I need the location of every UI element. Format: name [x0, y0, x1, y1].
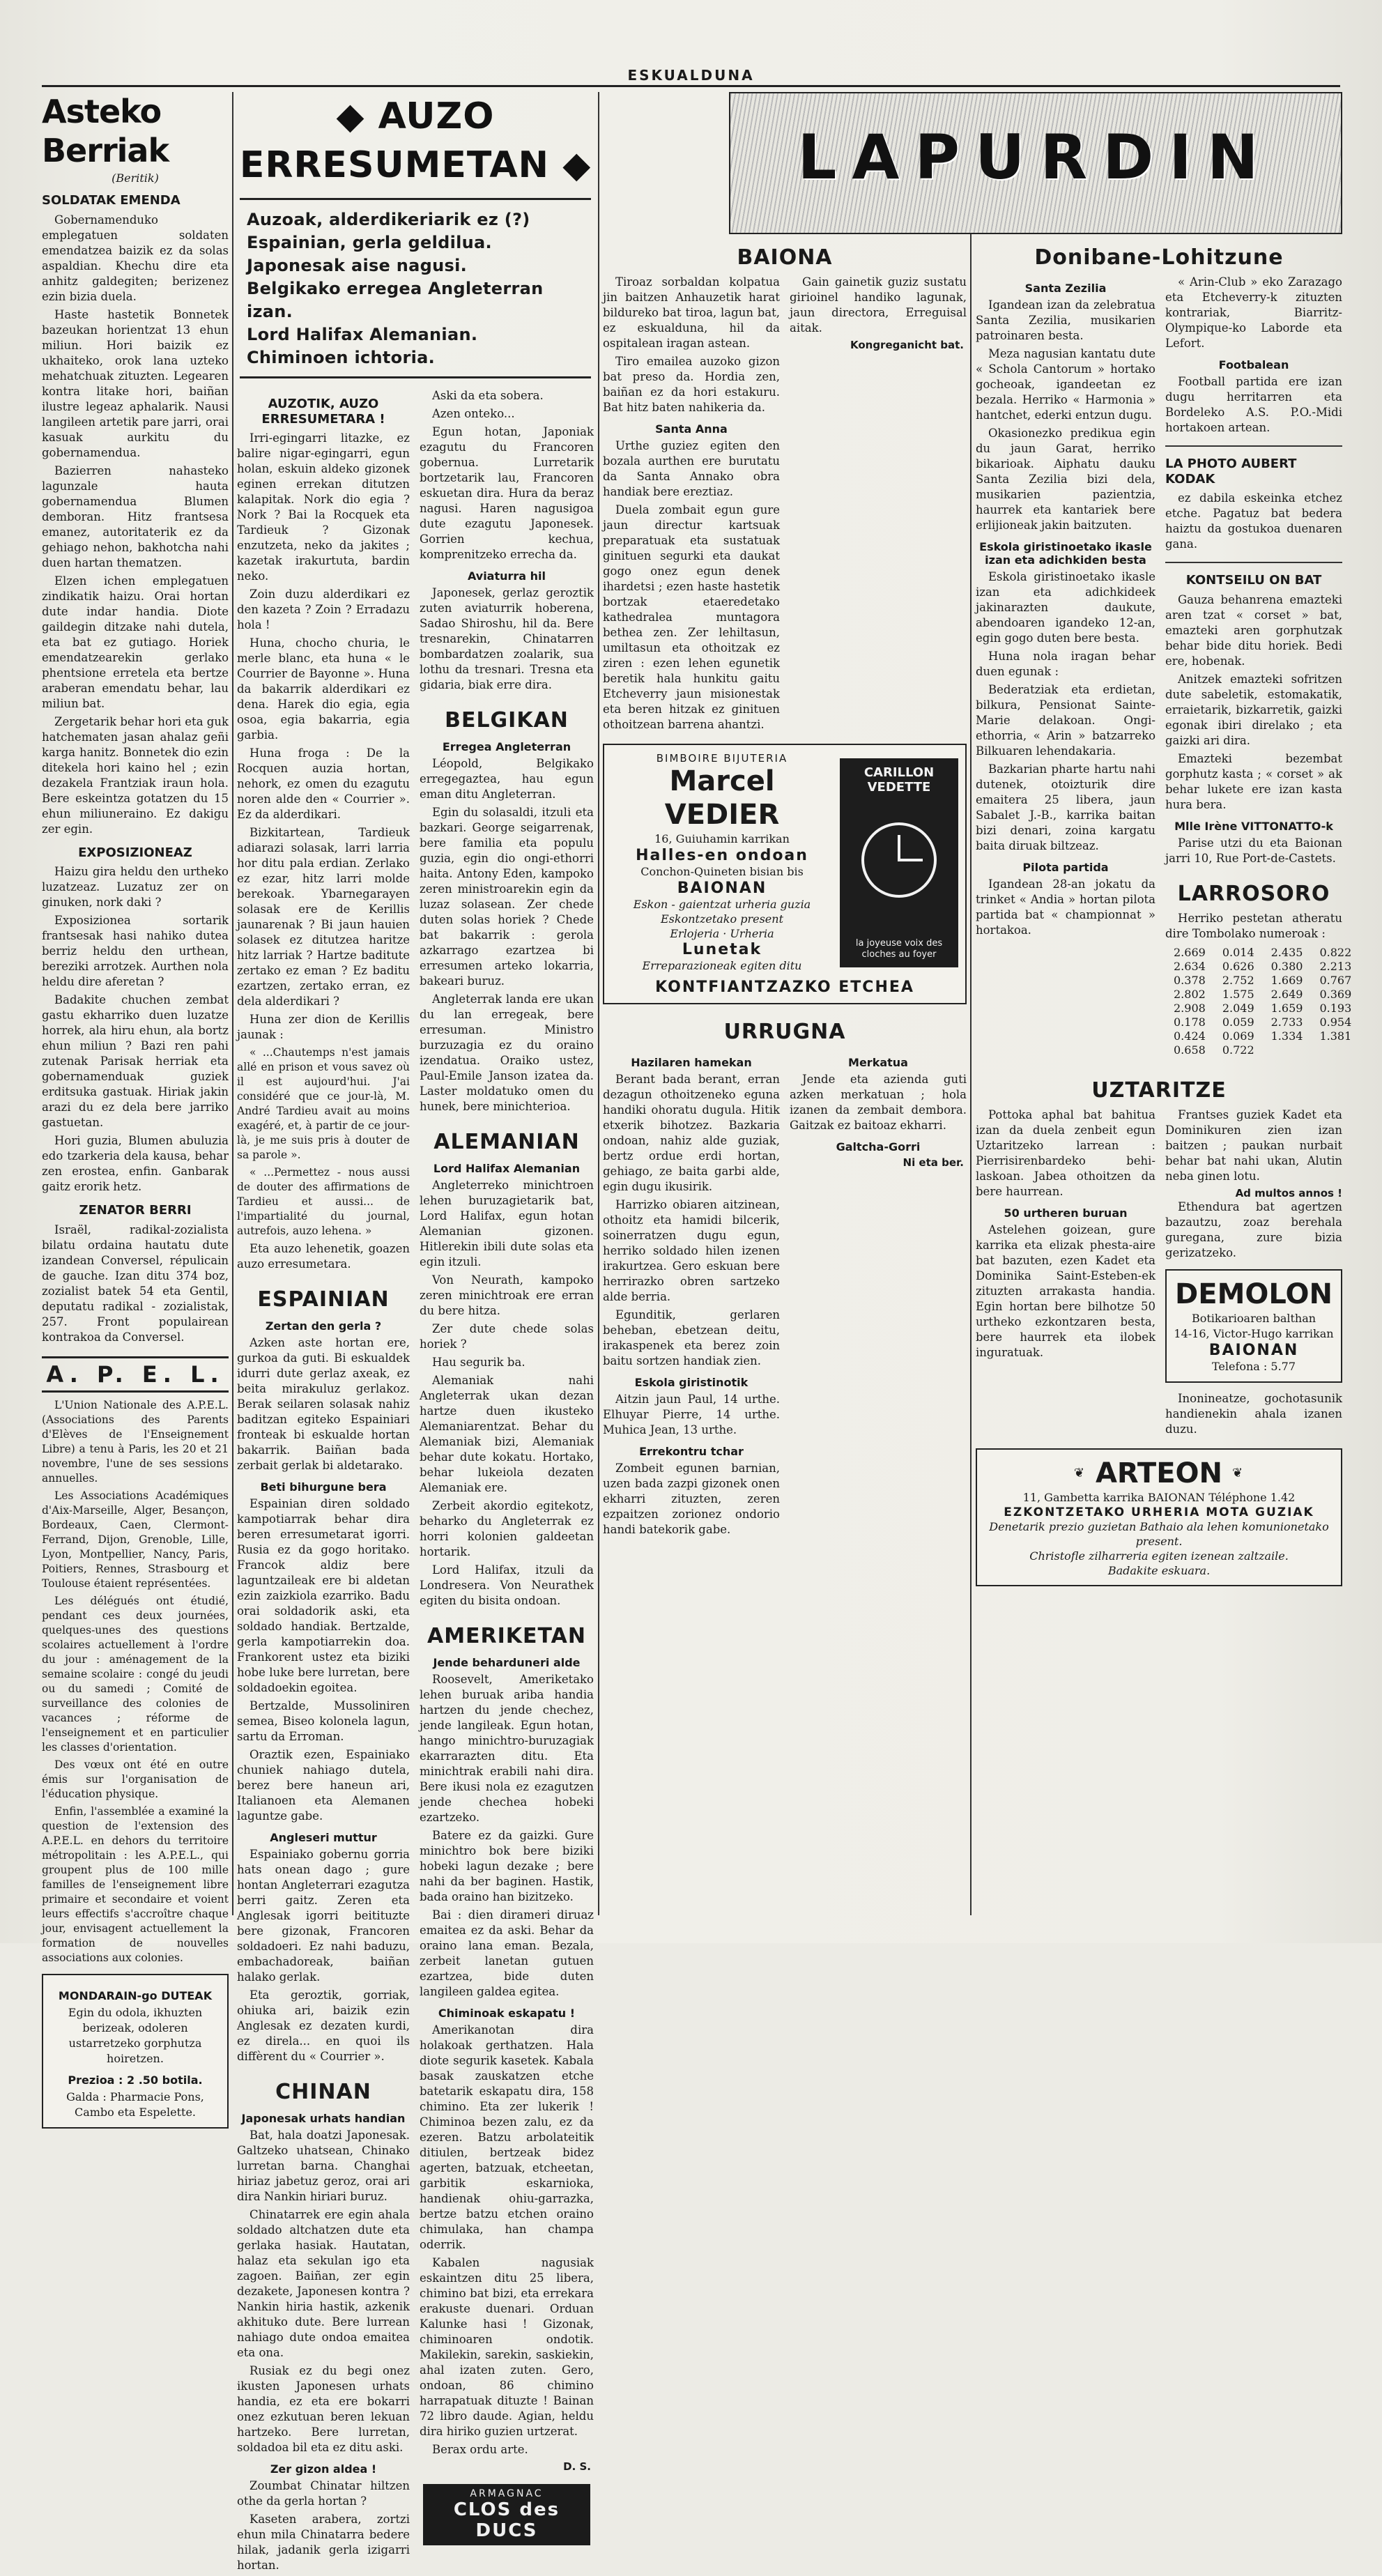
table-row: [1165, 960, 1360, 974]
table-cell: 2.049: [1222, 1001, 1254, 1015]
paragraph: Lord Halifax, itzuli da Londresera. Von Neurathek egiten du bisita ondoan.: [420, 1563, 594, 1607]
section-title: BAIONA: [737, 245, 833, 270]
subhead: Aviaturra hil: [467, 569, 546, 583]
paragraph: Duela zombait egun gure jaun directur kartsuak preparatuak eta sustatuak ginituen segurki eta daukat gogo onez egun denek ihardetsi ; ezen haste hastetik bortzak etaeredetako kathedralea muntagora bethea zen. Zer lehiltasun, umiltasun eta othoitzak ez ziren : ezen lehen egunetik beretik hala hunkitu gaitu Etcheverry jaun misionestak eta beren hitzak ez ginituen othoitzean barrena ahantzi.: [603, 503, 780, 731]
ad-line: EZKONTZETAKO URHERIA MOTA GUZIAK: [1004, 1505, 1314, 1519]
table-cell: [1263, 1043, 1312, 1057]
paragraph: Astelehen goizean, gure karrika eta elizak phesta-aire bat bazuten, ezen Kadet eta Dominika Saint-Esteben-ek zituzten arrakasta handia. Egin hortan bere bilhotze 50 urtheko ezkontzaren besta, bere haurrek eta ilobek inguratuak.: [976, 1222, 1155, 1359]
paragraph: Eta geroztik, gorriak, ohiuka ari, baizik ezin Anglesak ez dezaten kurdi, ez direla... en quoi ils diffèrent du « Courrier ».: [237, 1988, 410, 2064]
table-row: [1165, 988, 1360, 1002]
table-cell: 2.669: [1174, 945, 1206, 959]
table-cell: 0.822: [1319, 945, 1352, 959]
summary-line: Belgikako erregea Angleterran izan.: [247, 279, 544, 321]
subcolumn-right: [420, 388, 594, 2576]
paragraph: Igandean izan da zelebratua Santa Zezilia, musikarien patroinaren besta.: [976, 298, 1155, 342]
paragraph: Chinatarrek ere egin ahala soldado altchatzen dute eta gerlaka hasiak. Hautatan, halaz eta sekulan igo eta zagoen. Baiñan, zer egin dezakete, Japonesen kontra ? Nankin hiria hastik, azkenik akhituko dute. Bere lurrean nahiago dute ondoa emaitea eta ona.: [237, 2208, 410, 2360]
paragraph: Bai : dien dirameri diruaz emaitea ez da aski. Behar da oraino lana eman. Bezala, zerbeit lanetan gutuen ezartzea, bide duten langileen galdea egitea.: [420, 1908, 594, 1998]
section-title: UZTARITZE: [1091, 1078, 1227, 1103]
baiona-subcolumns: [603, 275, 967, 735]
paragraph: Zerbeit akordio egitekotz, beharko du Angleterrak ez horri kolonien galdeetan hortarik.: [420, 1499, 594, 1558]
table-cell: 1.334: [1270, 1029, 1303, 1043]
divider: [1165, 562, 1342, 563]
paragraph: Azken aste hortan ere, gurkoa da guti. Bi eskualdek idurri dute gerlaz axeak, ez beita mirakuluz gerlakoz. Berak seilaren solasak nahiz baditzan egiteko Espainiari fronteak bi eskualde hortan bakarrik. Baiñan bada zerbait gerlak bi aldetarako.: [237, 1336, 410, 1473]
paragraph: Eskola giristinoetako ikasle izan eta adichkideek jakinarazten daukute, abendoaren igandeko 12-an, egin gogo duten bere besta.: [976, 570, 1155, 645]
table-cell: 0.722: [1222, 1043, 1254, 1057]
subhead: Galtcha-Gorri: [836, 1140, 921, 1153]
section-title: SOLDATAK EMENDA: [42, 193, 181, 208]
subhead: Angleseri muttur: [270, 1831, 377, 1845]
section-title: LA PHOTO AUBERT KODAK: [1165, 457, 1297, 486]
subhead: Beti bihurgune bera: [260, 1480, 387, 1494]
paragraph: Azen onteko...: [432, 407, 515, 420]
summary-line: Chiminoen ichtoria.: [247, 348, 436, 367]
paragraph: Emazteki bezembat gorphutz kasta ; « corset » ak behar lukete ere izan kasta hura bera.: [1165, 751, 1342, 811]
table-cell: 0.369: [1319, 987, 1352, 1001]
diamond-icon: ◆: [336, 95, 365, 137]
section-title: EXPOSIZIONEAZ: [78, 845, 192, 860]
subhead: Merkatua: [848, 1056, 908, 1069]
table-cell: 0.767: [1319, 973, 1352, 987]
table-cell: 0.626: [1222, 959, 1254, 973]
paragraph: Huna nola iragan behar duen egunak :: [976, 650, 1155, 678]
table-cell: 2.908: [1174, 1001, 1206, 1015]
subhead: Errekontru tchar: [639, 1445, 744, 1458]
paragraph: Hau segurik ba.: [432, 1356, 525, 1369]
ad-line: Eskon - gaientzat urheria guzia: [633, 898, 811, 911]
subcolumn: [603, 1049, 780, 1540]
paragraph: Huna zer dion de Kerillis jaunak :: [237, 1013, 410, 1042]
table-cell: 2.213: [1319, 959, 1352, 973]
ad-line: 16, Guiuhamin karrikan: [654, 832, 790, 845]
paragraph: Haizu gira heldu den urtheko luzatzeaz. Luzatuz zer on ginuken, nork daki ?: [42, 865, 229, 910]
section-title: CHINAN: [275, 2080, 371, 2105]
section-title: ALEMANIAN: [433, 1130, 580, 1154]
table-cell: 2.802: [1174, 987, 1206, 1001]
subhead: Footbalean: [1218, 358, 1289, 371]
paragraph: Exposizionea sortarik frantsesak hasi nahiko dutea berriz heldu den urthean, bereziki arrotzek. Aurthen nola heldu dire aferetan ?: [42, 914, 229, 989]
table-cell: 0.178: [1174, 1015, 1206, 1029]
paragraph: Okasionezko predikua egin du jaun Garat, herriko bikarioak. Aiphatu dauku Santa Zezilia bizi dela, musikarien pazientzia, haurrek eta kantariek bere erlijioneak jakin baitzuten.: [976, 427, 1155, 532]
paragraph: Oraztik ezen, Espainiako chuniek nahiago dutela, berez bere haneun ari, Italianoen eta Alemanen laguntze gabe.: [237, 1748, 410, 1823]
paragraph: Gain gainetik guziz sustatu girioinel handiko lagunak, jaun directora, Erreguisal aitak.: [790, 275, 967, 335]
paragraph: Eta auzo lehenetik, goazen auzo erresumetara.: [237, 1242, 410, 1271]
banner-asteko-berriak: Asteko Berriak: [42, 93, 169, 169]
ad-armagnac: [423, 2484, 590, 2545]
ad-line: 14-16, Victor-Hugo karrikan: [1174, 1326, 1334, 1340]
two-subcolumns: [237, 388, 594, 2576]
ad-name: ARTEON: [1095, 1457, 1223, 1489]
paragraph: Tiro emailea auzoko gizon bat preso da. Hordia zen, baiñan ez da hori estakuru. Bat hitz baten nahikeria da.: [603, 355, 780, 414]
banner-auzo-erresumetan: [237, 92, 594, 190]
paragraph: Les Associations Académiques d'Aix-Marseille, Alger, Besançon, Bordeaux, Caen, Clermont-Ferrand, Dijon, Grenoble, Lille, Lyon, Montpellier, Nancy, Paris, Poitiers, Rennes, Strasbourg et Toulouse étaient représentées.: [42, 1489, 229, 1590]
subhead: Eskola giristinoetako ikasle izan eta adichkiden besta: [979, 540, 1152, 567]
subhead: Pilota partida: [1022, 861, 1109, 874]
table-cell: 2.733: [1270, 1015, 1303, 1029]
subcolumn: [1165, 1107, 1342, 1440]
table-row: [1165, 1029, 1360, 1043]
paragraph: Gobernamenduko emplegatuen soldaten emendatzea baizik ez da solas aspaldian. Khechu dire eta anhitz galdegiten; berizenez ezin bizia duela.: [42, 213, 229, 303]
column-rule: [232, 92, 233, 1915]
paragraph: « Arin-Club » eko Zarazago eta Etcheverry-k zituzten kontrariak, Biarritz-Olympique-ko Laborde eta Lefort.: [1165, 275, 1342, 350]
table-row: [1165, 1015, 1360, 1029]
signature: Ni eta ber.: [903, 1156, 964, 1169]
column-rule: [598, 92, 599, 1915]
paragraph: Egin du solasaldi, itzuli eta bazkari. George seigarrenak, bere familia eta populu guzia, egin dio ongi-ethorri haita. Antony Eden, kampoko zeren ministroarekin egin da luzaz solasean. Zer chede duten solas horiek ? Chede bat bakarrik : gerola azkarrago ezartzea bi erresumen arteko lokarria, bakeari buruz.: [420, 806, 594, 988]
paragraph: Zombeit egunen barnian, uzen bada zazpi gizonek onen ekharri zituzten, zeren ezpaitzen zorionez ondorio handi batekorik gabe.: [603, 1462, 780, 1536]
table-row: [1165, 974, 1360, 988]
ad-arteon: [976, 1448, 1342, 1586]
clock-hand: [899, 859, 923, 861]
clock-caption: la joyeuse voix des cloches au foyer: [855, 937, 943, 960]
table-cell: 1.669: [1270, 973, 1303, 987]
subcolumn: [1165, 275, 1352, 1063]
numbers-body: [1165, 946, 1360, 1057]
summary-line: Auzoak, alderdikeriarik ez (?): [247, 210, 530, 229]
paragraph: Haste hastetik Bonnetek bazeukan horientzat 13 ehun miliun. Hori baizik ez ukhaiteko, orok lana uzteko mehatchuak zituzten. Legearen kontra litake hori, baiñan ilustre legeaz aphalarik. Nausi langileen artetik pare jarri, orai kasuak aurkitu du gobernamendua.: [42, 307, 229, 459]
paragraph: Angleterrak landa ere ukan du lan erregeak, bere erresuman. Ministro burzuzagia ez du oraino izendatua. Oraiko ustez, Paul-Emile Janson izatea da. Laster moldatuko omen du hunek, bere minichterioa.: [420, 992, 594, 1113]
ad-line: 11, Gambetta karrika BAIONAN Téléphone 1.42: [1022, 1490, 1296, 1504]
section-title: A. P. E. L.: [42, 1356, 229, 1393]
paragraph: Angleterreko minichtroen lehen buruzagietarik bat, Lord Halifax, egun hotan Alemanian gizonen. Hitlerekin ibili dute solas eta egin itzuli.: [420, 1179, 594, 1268]
ad-city: BAIONAN: [677, 880, 767, 897]
paragraph: Kabalen nagusiak eskaintzen ditu 25 libera, chimino bat bizi, eta errekara erakuste duenari. Orduan Kalunke hasi ! Gizonak, chiminoaren ondotik. Makilekin, sarekin, saskiekin, ahal izaten zuten. Gero, ondoan, 86 chimino harrapatuak dituzte ! Bainan 72 libro daude. Agian, heldu dira hiriko guzien urtzerat.: [420, 2256, 594, 2438]
section-title: AUZOTIK, AUZO ERRESUMETARA !: [261, 397, 385, 427]
ad-where: Cambo eta Espelette.: [74, 2105, 197, 2119]
paragraph: Badakite chuchen zembat gastu ekharriko duen luzatze horrek, ala hiru ehun, ala bortz ehun miliun ? Bazi ren pahi zutenak Parisak herriak eta gobernamenduak guziek erditsuka gastuak. Hiriak jakin arazi du ez dela bere jarriko gastuetan.: [42, 993, 229, 1130]
table-row: [1165, 1002, 1360, 1015]
subcolumn-left: [237, 388, 410, 2576]
paragraph: Bazkarian pharte hartu nahi dutenek, otoizturik dire emaitera 25 libera, jaun Sabalet J.-B., karrika baitan bizi denari, zoina kargatu baita diruak biltzeaz.: [976, 762, 1155, 852]
paragraph: Herriko pestetan atheratu dire Tombolako numeroak :: [1165, 911, 1342, 940]
section-title: Donibane-Lohitzune: [1034, 245, 1284, 270]
summary-line: Japonesak aise nagusi.: [247, 256, 468, 275]
paragraph: Bederatziak eta erdietan, bilkura, Pensionat Sainte-Marie delakoan. Ongi-ethorria, « Arin » batzarreko Bilkuaren lehendakaria.: [976, 683, 1155, 758]
ad-row: [611, 752, 958, 973]
paragraph: Egunditik, gerlaren beheban, ebetzean deitu, irakaspenek eta berez zoin baitu sortzen handiak zien.: [603, 1308, 780, 1367]
section-title: BELGIKAN: [445, 708, 569, 733]
summary-box: [240, 198, 591, 378]
table-cell: 0.069: [1222, 1029, 1254, 1043]
subhead: Japonesak urhats handian: [241, 2112, 406, 2126]
subhead: Zertan den gerla ?: [265, 1319, 382, 1333]
section-exposizioneaz: [42, 845, 229, 1195]
paragraph: Bertzalde, Mussoliniren semea, Biseo kolonela lagun, sartu da Erroman.: [237, 1699, 410, 1744]
subhead: Hazilaren hamekan: [631, 1056, 752, 1069]
clock-hand: [898, 835, 900, 861]
ad-line: Halles-en ondoan: [636, 847, 808, 864]
paragraph: ez dabila eskeinka etchez etche. Pagatuz bat bedera haiztu da gostukoa duenaren gana.: [1165, 491, 1342, 551]
section-title: ZENATOR BERRI: [79, 1203, 192, 1218]
table-cell: 2.634: [1174, 959, 1206, 973]
subcolumn: [603, 275, 780, 735]
paragraph: Berant bada berant, erran dezagun othoitzeneko eguna handiki ohoratu dugula. Hitik etxerik bihotzez. Bazkaria ondoan, nahiz alde guziak, bertz ordue erdi hortan, gehiago, ze baita garbi alde, egin dugu ikusirik.: [603, 1073, 780, 1193]
table-cell: 1.659: [1270, 1001, 1303, 1015]
paragraph: Israël, radikal-zozialista bilatu ordaina hautatu dute izandean Conversel, répulicain de gauche. Izan ditu 374 boz, zozialist batek 54 eta Gentil, deputatu radikal - zozialistak, 257. Front populairean kontrakoa da Conversel.: [42, 1222, 229, 1344]
subhead: Santa Anna: [655, 422, 728, 436]
subhead: Lord Halifax Alemanian: [433, 1162, 581, 1175]
ornament-icon: ❦: [1232, 1466, 1245, 1481]
ad-line: Denetarik prezio guzietan Bathaio ala lehen komunionetako present.: [989, 1519, 1329, 1548]
byline: (Beritik): [112, 171, 159, 185]
subhead: Eskola giristinotik: [634, 1376, 748, 1389]
paragraph: Roosevelt, Ameriketako lehen buruak ariba handia hartzen du jende chechez, jende langileak. Egun hotan, hango minichtro-buruzagiak ekarrarazten ditu. Eta minichtrak erabili nahi dira. Bere ikusi nola ez ezagutzen jende chechea hobeki ezartzeko.: [420, 1673, 594, 1824]
quote: « ...Chautemps n'est jamais allé en prison et vous savez où il est aujourd'hui. J'ai considéré que ce jour-là, M. André Tardieu avait au moins exagéré, et, à partir de ce jour-là, je me suis pris à douter de sa parole ».: [237, 1046, 410, 1162]
lapurdin-title: LAPURDIN: [797, 121, 1274, 193]
table-cell: 0.380: [1270, 959, 1303, 973]
subhead: Zer gizon aldea !: [270, 2462, 377, 2476]
ad-line: Badakite eskuara.: [1107, 1563, 1211, 1577]
subhead: Mlle Irène VITTONATTO-k: [1174, 819, 1333, 833]
paragraph: Bizkitartean, Tardieuk adiarazi solasak, larri larria hor ditu pala erdian. Zerlako ez ezar, hitz larri molde berekoak. Ybarnegarayen solasak ere de Kerillis jaunarenak ? Bi jaun hauien solasek ez ditutzea haritze hitz larriak ? Hartze baditute zertako ez eman ? Ez baditu ezartzen, zertako erran, ez dela alderdikari ?: [237, 826, 410, 1009]
banner-title: AUZO ERRESUMETAN: [239, 95, 550, 186]
paragraph: Aski da eta sobera.: [432, 389, 544, 402]
ad-where: Galda : Pharmacie Pons,: [66, 2090, 204, 2103]
section-title: KONTSEILU ON BAT: [1185, 573, 1322, 588]
table-cell: 0.954: [1319, 1015, 1352, 1029]
paragraph: Léopold, Belgikako erregegaztea, hau egun eman ditu Angleterran.: [420, 757, 594, 801]
table-cell: 1.381: [1319, 1029, 1352, 1043]
paragraph: Des vœux ont été en outre émis sur l'organisation de l'éducation physique.: [42, 1758, 229, 1800]
ad-line: Lunetak: [682, 941, 762, 958]
signature: D. S.: [563, 2460, 591, 2473]
summary-line: Espainian, gerla geldilua.: [247, 233, 492, 252]
ad-line: Botikarioaren balthan: [1191, 1311, 1316, 1325]
ad-demolon: [1165, 1269, 1342, 1383]
paragraph: Batere ez da gaizki. Gure minichtro bok bere biziki hobeki lagun dezake ; bere nahi da ber baginen. Hastik, bada oraino han bizitzeko.: [420, 1829, 594, 1903]
paragraph: Aitzin jaun Paul, 14 urthe. Elhuyar Pierre, 14 urthe. Muhica Jean, 13 urthe.: [603, 1393, 780, 1436]
top-rule: [42, 85, 1340, 87]
paragraph: Egun hotan, Japoniak ezagutu du Francoren gobernua. Lurretarik bortzetarik lau, Francoren eskuetan dira. Hura da beraz nagusi. Haren nagusigoa dute ezagutu Japonesek. Gorrien kechua, komprenitzeko errecha da.: [420, 425, 594, 561]
section-title: AMERIKETAN: [427, 1624, 587, 1648]
paragraph: Gauza behanrena emazteki aren tzat « corset » bat, emazteki aren gorphutzak behar bide ditu horiek. Bedi ere, hobenak.: [1165, 592, 1342, 668]
paragraph: Tiroaz sorbaldan kolpatua jin baitzen Anhauzetik harat bildureko bat tiroa, lagun bat, ez eskualduna, hil da ospitalean iragan astean.: [603, 275, 780, 350]
table-cell: 1.575: [1222, 987, 1254, 1001]
summary-line: Lord Halifax Alemanian.: [247, 325, 478, 344]
ad-line: Conchon-Quineten bisian bis: [640, 865, 804, 878]
section-title: ESPAINIAN: [257, 1287, 390, 1312]
table-cell: 0.658: [1174, 1043, 1206, 1057]
table-row: [1165, 946, 1360, 960]
clock-illustration: [840, 758, 958, 967]
paragraph: Japonesek, gerlaz geroztik zuten aviaturrik hoberena, Sadao Shiroshu, hil da. Bere tresnarekin, Chinatarren bombardatzen zoalarik, sua lothu da tresnari. Tresna eta gidaria, biak erre dira.: [420, 586, 594, 691]
subcolumn: [976, 1107, 1155, 1440]
subhead: 50 urtheren buruan: [1004, 1206, 1128, 1220]
ad-line: Eskontzetako present: [660, 912, 783, 926]
paragraph: Huna, chocho churia, le merle blanc, eta huna « le Courrier de Bayonne ». Huna da bakarrik alderdikari ez dena. Harek dio egia, egia osoa, egia bakarria, egia garbia.: [237, 636, 410, 742]
section-title: URRUGNA: [723, 1020, 846, 1044]
table-row: [1165, 1043, 1360, 1057]
ornament-icon: ❦: [1073, 1466, 1086, 1481]
paragraph: Football partida ere izan dugu herritarren eta Bordeleko A.S. P.O.-Midi hortakoen artean.: [1165, 375, 1342, 434]
subcolumn: [790, 1049, 967, 1540]
running-head: ESKUALDUNA: [627, 67, 755, 84]
subhead: Chiminoak eskapatu !: [438, 2007, 576, 2020]
donibane-subcolumns: [976, 275, 1352, 1063]
subhead: Jende beharduneri alde: [433, 1656, 581, 1669]
table-cell: 2.752: [1222, 973, 1254, 987]
table-cell: 2.435: [1270, 945, 1303, 959]
diamond-icon: ◆: [562, 144, 592, 186]
paragraph: Alemaniak nahi Angleterrak ukan dezan hartze duen ikusteko Alemaniarentzat. Behar du Alemaniak bizi, Alemaniak behar dute kokatu. Hortako, behar lukeiola dezaten Alemaniak ere.: [420, 1374, 594, 1494]
paragraph: Bat, hala doatzi Japonesak. Galtzeko uhatsean, Chinako lurretan barna. Changhai hiriaz jabetuz geroz, orai ari dira Nankin hiriari buruz.: [237, 2129, 410, 2204]
ad-line: Telefona : 5.77: [1211, 1359, 1296, 1373]
paragraph: Hori guzia, Blumen abuluzia edo tzarkeria dela kausa, behar zen erostea, enfin. Ganbarak gaitz erorik hetz.: [42, 1134, 229, 1194]
ad-line: Christofle zilharreria egiten izenean zaltzaile.: [1029, 1549, 1289, 1563]
ad-left: [611, 752, 833, 973]
paragraph: Zoumbat Chinatar hiltzen othe da gerla hortan ?: [237, 2479, 410, 2508]
lapurdin-masthead-illustration: [729, 92, 1342, 234]
paragraph: Zergetarik behar hori eta guk hatchematen jasan ahalaz geñi karga hanitz. Bonnetek dio ezin ditekela hori kaino hel ; ezin dezakela Frantziak iraun hola. Bere eskeintza gotatzen du 15 ehun miliuneraino. Ez dakigu zer egin.: [42, 714, 229, 836]
clock-icon: [861, 822, 937, 898]
paragraph: Igandean 28-an jokatu da trinket « Andia » hortan pilota partida bat « championnat » hortakoa.: [976, 877, 1155, 937]
tombola-numbers-table: [1165, 946, 1360, 1057]
quote: « ...Permettez - nous aussi de douter des affirmations de Tardieu et aussi... de l'impartialité du journal, autrefois, auzo lehena. »: [237, 1166, 410, 1238]
paragraph: Bazierren nahasteko lagunzale hauta gobernamendua Blumen demboran. Hitz frantsesa emanez, autoritaterik ez da gehiago nehon, bakhotcha nahi duen hartan thematzen.: [42, 463, 229, 569]
paragraph: Jende eta azienda guti azken merkatuan ; hola izanen da zembait dembora. Gaitzak ez baitoaz ekharri.: [790, 1073, 967, 1132]
paragraph: Espainian diren soldado kampotiarrak behar dira beren erresumetarat igorri. Rusia ez da gogo horitako. Francok aldiz bere laguntzaileak ere bi aldetan ezin zaizkiola ezarriko. Badu orai soldadorik aski, eta soldado handiak. Bertzalde, gerla kampotiarrekin doa. Frankorent ustez eta biziki hobe luke bere lurretan, bere soldadoekin egoitea.: [237, 1497, 410, 1695]
column-donibane: [976, 230, 1352, 1924]
paragraph: L'Union Nationale des A.P.E.L. (Associations des Parents d'Elèves de l'Enseignement Libre) a tenu à Paris, les 20 et 21 novembre, l'une de ses sessions annuelles.: [42, 1398, 229, 1485]
table-cell: 0.424: [1174, 1029, 1206, 1043]
table-cell: 0.014: [1222, 945, 1254, 959]
ad-city: BAIONAN: [1208, 1341, 1299, 1359]
ad-title: MONDARAIN-go DUTEAK: [58, 1988, 213, 2002]
uztaritze-subcolumns: [976, 1107, 1342, 1440]
paragraph: Von Neurath, kampoko zeren minichtroak ere erran du bere hitza.: [420, 1273, 594, 1317]
clock-title: CARILLON VEDETTE: [863, 765, 935, 795]
paragraph: Inonineatze, gochotasunik handienekin ahala izanen duzu.: [1165, 1391, 1342, 1436]
section-soldatak: [42, 193, 229, 837]
ad-head: [984, 1457, 1334, 1490]
subhead: Santa Zezilia: [1024, 282, 1107, 295]
paragraph: Enfin, l'assemblée a examiné la question de l'extension des A.P.E.L. en dehors du territoire métropolitain : les A.P.E.L., qui groupent plus de 100 mille familles de l'enseignement libre primaire et secondaire et voient leurs effectifs s'accroître chaque jour, envisagent actuellement la formation de nouvelles associations aux colonies.: [42, 1804, 229, 1964]
paragraph: Espainiako gobernu gorria hats onean dago ; gure hontan Angleterrari ezagutza berri gaitz. Zeren eta Anglesak igorri beitituzte bere gizonak, Francoren soldadoeri. Ez nahi baduzu, embachadoreak, baiñan halako gerlak.: [237, 1848, 410, 1984]
paragraph: Irri-egingarri litazke, ez balire nigar-egingarri, egun holan, eskuin aldeko gizonek eginen errekan ditutzen kalapitak. Nork dio egia ? Nork ? Bai la Rocquek eta Tardieuk ? Gizonak enzutzeta, neko da jakites ; kazetak irakurtuta, bardin neko.: [237, 431, 410, 583]
table-cell: 2.649: [1270, 987, 1303, 1001]
section-title: LARROSORO: [1177, 881, 1330, 906]
paragraph: Parise utzi du eta Baionan jarri 10, Rue Port-de-Castets.: [1165, 836, 1342, 865]
ad-line: Erreparazioneak egiten ditu: [642, 959, 802, 972]
ad-kicker: BIMBOIRE BIJUTERIA: [656, 752, 788, 765]
table-cell: 0.193: [1319, 1001, 1352, 1015]
paragraph: Kaseten arabera, zortzi ehun mila Chinatarra bedere hilak, jadanik gerla izigarri hortan.: [237, 2513, 410, 2573]
paragraph: Berax ordu arte.: [432, 2443, 528, 2456]
ad-marcel-vedier: [603, 744, 967, 1004]
paragraph: Harrizko obiaren aitzinean, othoitz eta hamidi bilcerik, soinerratzen dugu egun, herriko soldado hilen izenen irakurtzea. Gero eskuan bere herrirazko obren sartzeko alde berria.: [603, 1198, 780, 1303]
ad-body: Egin du odola, ikhuzten berizeak, odoleren ustarretzeko gorphutza hoiretzen.: [68, 2005, 203, 2065]
paragraph: Pottoka aphal bat bahitua izan da duela zenbeit egun Uztaritzeko larrean : Pierrisirenbardeko behi-laskoan. Jabea othoitzen da bere haurrean.: [976, 1107, 1155, 1198]
paragraph: Rusiak ez du begi onez ikusten Japonesen urhats handia, ez eta ere bokarri onez ezkutuan beren lekuan hartzeko. Bere lurretan, soldadoa bil eta ez ditu aski.: [237, 2364, 410, 2455]
ad-name: Marcel VEDIER: [664, 765, 780, 831]
table-cell: [1311, 1043, 1360, 1057]
section-zenator-berri: [42, 1203, 229, 1345]
table-cell: 0.378: [1174, 973, 1206, 987]
subcolumn: [976, 275, 1155, 1063]
ad-name: DEMOLON: [1175, 1278, 1333, 1310]
paragraph: Zer dute chede solas horiek ?: [420, 1322, 594, 1351]
section-apel: [42, 1356, 229, 1965]
paragraph: Anitzek emazteki sofritzen dute sabeletik, estomakatik, erraietarik, bizkarretik, gaizki egonak ibiri direlako ; eta gaizki ari dira.: [1165, 672, 1342, 747]
ad-mondarain: [42, 1974, 229, 2129]
paragraph: Meza nagusian kantatu dute « Schola Cantorum » hortako gocheoak, igandeetan ez bezala. Herriko « Harmonia » hantchet, ederki entzun dugu.: [976, 347, 1155, 422]
paragraph: Huna froga : De la Rocquen auzia hortan, nehork, ez omen du ezagutu noren alde den « Courrier ». Ez da alderdikari.: [237, 746, 410, 822]
signature: Kongreganicht bat.: [850, 339, 964, 351]
ad-name: CLOS des DUCS: [453, 2499, 560, 2541]
paragraph: Elzen ichen emplegatuen zindikatik haizu. Orai hortan dute indar handia. Diote gaildegin ditzake nahi dutela, eta bat ez gutiago. Horiek emendatzearekin gerlako phentsione erretela eta bertze araberan emendatu behar, lau miliun bat.: [42, 574, 229, 710]
ad-footer: KONTFIANTZAZKO ETCHEA: [655, 979, 914, 996]
paragraph: Les délégués ont étudié, pendant ces deux journées, quelques-unes des questions scolaires actuellement à l'ordre du jour : aménagement de la semaine scolaire : congé du jeudi ou du samedi ; Comité de surveillance des colonies de vacances ; réforme de l'enseignement et en particulier les classes d'orientation.: [42, 1594, 229, 1754]
paragraph: Frantses guziek Kadet eta Dominikuren zien izan baitzen ; paukan nurbait behar bat nahi ukan, Alutin neba ginen lotu.: [1165, 1107, 1342, 1183]
divider: [1165, 445, 1342, 447]
column-auzo-erresumetan: [237, 89, 594, 2573]
paragraph: Amerikanotan dira holakoak gerthatzen. Hala diote segurik kasetek. Kabala basak zauskatzen etche batetarik eskapatu dira, 158 chimino. Eta zer lukerik ! Chiminoa bezen zalu, ez da ezeren. Batzu arbolateitik ditiulen, bertzeak bidez agerten, batzuak, etcheetan, garbitik eskarnioka, handienak ohiu-garrazka, bertze batzu etchen oraino chimulaka, han champa oderrik.: [420, 2023, 594, 2251]
closing-line: Ad multos annos !: [1235, 1186, 1342, 1199]
subcolumn: [790, 275, 967, 735]
subhead: Erregea Angleterran: [442, 740, 571, 753]
paragraph: Urthe guziez egiten den bozala aurthen ere burutatu da Santa Annako obra handiak bere ereztiaz.: [603, 439, 780, 498]
table-cell: 0.059: [1222, 1015, 1254, 1029]
urrugna-subcolumns: [603, 1049, 967, 1540]
ad-kicker: ARMAGNAC: [470, 2488, 544, 2499]
ad-line: Erlojeria · Urheria: [670, 927, 774, 940]
paragraph: Zoin duzu alderdikari ez den kazeta ? Zoin ? Erradazu hola !: [237, 588, 410, 632]
ad-price: Prezioa : 2 .50 botila.: [68, 2073, 203, 2087]
column-baiona: [603, 230, 967, 1924]
column-asteko-berriak: [42, 89, 229, 2119]
paragraph: Ethendura bat agertzen bazautzu, zoaz berehala guregana, zure bizia gerizatzeko.: [1165, 1199, 1342, 1259]
